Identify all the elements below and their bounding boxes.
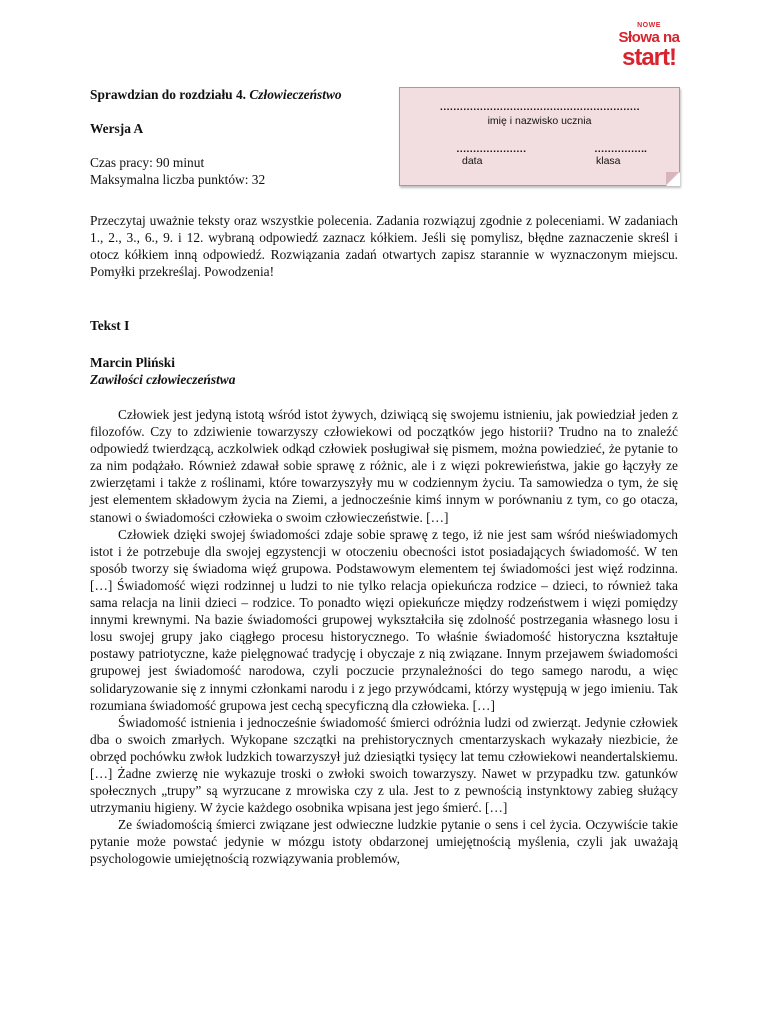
date-label: data (462, 155, 483, 167)
text-title: Zawiłości człowieczeństwa (90, 372, 236, 387)
class-label: klasa (596, 155, 621, 167)
logo-line-2: Słowa na (618, 29, 680, 46)
test-version: Wersja A (90, 121, 144, 136)
test-header (90, 86, 390, 188)
paragraph: Świadomość istnienia i jednocześnie świadomość śmierci odróżnia ludzi od zwierząt. Jedynie człowiek dba o swoich zmarłych. Wykopane szczątki na prehistorycznych cmentarzyskach wykazały niezbicie, że obrzęd pochówku zwłok ludzkich towarzyszył już dziesiątki tysięcy lat temu człowiekowi neandertalskiemu. […] Żadne zwierzę nie wykazuje troski o zwłoki swoich towarzyszy. Nawet w przypadku tzw. gatunków społecznych „trupy” są wyrzucane z mrowiska czy z ula. Jest to z pewnością instynktowy zabieg służący utrzymaniu higieny. W życie każdego osobnika wpisana jest jego śmierć. […] (90, 714, 678, 816)
student-name-label: imię i nazwisko ucznia (487, 115, 592, 127)
reading-text (90, 406, 678, 868)
paragraph: Ze świadomością śmierci związane jest odwieczne ludzkie pytanie o sens i cel życia. Oczywiście takie pytanie może powstać jedynie w mózgu istoty obdarzonej umiejętnością myślenia, czyli jak uważają psychologowie umiejętnością rozwiązywania problemów, (90, 817, 678, 867)
test-title-prefix: Sprawdzian do rozdziału 4. (90, 87, 250, 102)
publisher-logo (618, 22, 680, 76)
test-title (90, 86, 390, 103)
student-info-box (399, 87, 680, 186)
paragraph: Człowiek jest jedyną istotą wśród istot żywych, dziwiącą się swojemu istnieniu, jak powiedział jeden z filozofów. Czy to zdziwienie towarzyszy człowiekowi od początków jego historii? Trudno na to znaleźć odpowiedź twierdzącą, aczkolwiek odkąd człowiek posługiwał się pismem, można powiedzieć, że pytanie to za nim podążało. Również zdawał sobie sprawę z różnic, ale i z więzi pokrewieństwa, jakie go łączyły ze zwierzętami i także z roślinami, które towarzyszyły mu w codziennym życiu. Ta samowiedza o tym, że się jest elementem składowym życia na Ziemi, a jednocześnie kimś innym w porównaniu z tym, co go otacza, stanowi o świadomości człowieka o swoim człowieczeństwie. […] (90, 407, 678, 525)
date-field[interactable]: ………………… (456, 143, 526, 155)
section-title: Tekst I (90, 318, 130, 333)
page-curl-fold (666, 172, 679, 185)
logo-line-3: start! (621, 44, 676, 71)
work-time: Czas pracy: 90 minut (90, 155, 205, 170)
class-field[interactable]: ……………. (594, 143, 647, 155)
student-name-field[interactable]: …………………………………………………… (439, 101, 640, 113)
test-title-topic: Człowieczeństwo (249, 87, 342, 102)
instructions-paragraph: Przeczytaj uważnie teksty oraz wszystkie polecenia. Zadania rozwiązuj zgodnie z poleceniami. W zadaniach 1., 2., 3., 6., 9. i 12. wybraną odpowiedź zaznacz kółkiem. Jeśli się pomylisz, błędne zaznaczenie skreśl i otocz kółkiem inną odpowiedź. Rozwiązania zadań otwartych zapisz starannie w wyznaczonym miejscu. Pomyłki przekreślaj. Powodzenia! (90, 213, 678, 279)
paragraph: Człowiek dzięki swojej świadomości zdaje sobie sprawę z tego, iż nie jest sam wśród nieświadomych istot i że potrzebuje dla swojej egzystencji w otoczeniu obecności istot posiadających świadomość. W ten sposób tworzy się świadoma więź grupowa. Podstawowym elementem tej świadomości jest więź rodzinna. […] Świadomość więzi rodzinnej u ludzi to nie tylko relacja opiekuńcza rodzice – dzieci, to również taka sama relacja na linii dzieci – rodzice. To ponadto więzi opiekuńcze między rodzeństwem i więzi pomiędzy innymi krewnymi. Na bazie świadomości grupowej wykształciła się zdolność postrzegania własnego losu i losu swojej grupy jako ciągłego procesu historycznego. To właśnie świadomość historyczna kształtuje postawy patriotyczne, każe pielęgnować tradycję i obyczaje z nią związane. Innym przejawem świadomości grupowej jest świadomość narodowa, czyli poczucie przynależności do tego samego narodu, a więc solidaryzowanie się z innymi członkami narodu i z jego przywódcami, którzy występują w jego imieniu. Tak rozumiana świadomość grupowa jest cechą specyficzną dla człowieka. […] (90, 526, 678, 713)
max-points: Maksymalna liczba punktów: 32 (90, 172, 266, 187)
text-author: Marcin Pliński (90, 355, 175, 370)
logo-line-1: NOWE (637, 22, 661, 29)
